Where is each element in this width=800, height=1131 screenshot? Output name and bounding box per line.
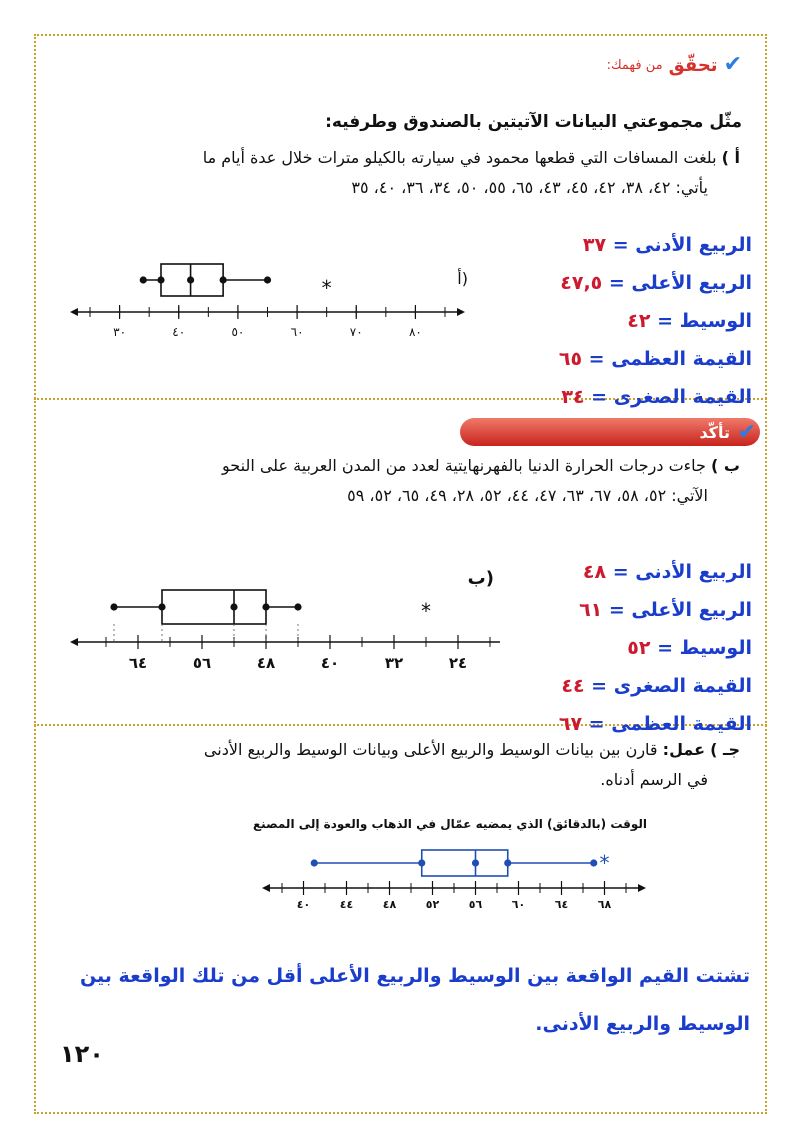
part-a-marker: أ ) — [721, 148, 740, 167]
part-c-line1: قارن بين بيانات الوسيط والربيع الأعلى وبيانات الوسيط والربيع الأدنى — [203, 740, 658, 759]
part-b-text — [222, 452, 740, 480]
tick-label: ٣٢ — [384, 654, 404, 672]
tick-label: ٤٨ — [256, 654, 276, 672]
tick-label: ٢٤ — [448, 654, 468, 672]
tick-label: ٧٠ — [349, 325, 363, 339]
part-c-line2: في الرسم أدناه. — [600, 770, 708, 789]
tick-label: ٦٨ — [597, 898, 612, 911]
part-c-marker: جـ ) — [710, 740, 740, 759]
five-number-point — [220, 276, 227, 283]
tick-label: ٥٦ — [192, 654, 212, 672]
answer-median: الوسيط = ٥٢ — [627, 637, 752, 659]
tick-label: ٦٠ — [290, 325, 304, 339]
outlier-mark: * — [421, 599, 431, 623]
box-plot-a — [70, 250, 480, 350]
tick-label: ٨٠ — [408, 325, 422, 339]
tick-label: ٤٠ — [296, 898, 311, 911]
check-understanding-badge — [607, 54, 742, 76]
answer-q3: الربيع الأعلى = ٤٧,٥ — [560, 272, 752, 294]
badge-subtitle: من فهمك: — [606, 57, 663, 73]
confirm-label: تأكّد — [699, 422, 730, 442]
outlier-mark: * — [321, 276, 332, 300]
answer-q1: الربيع الأدنى = ٣٧ — [582, 234, 752, 256]
box-plot-b — [70, 560, 500, 680]
tick-label: ٤٠ — [320, 654, 340, 672]
five-number-point — [504, 859, 511, 866]
five-number-point — [262, 603, 269, 610]
answer-min: القيمة الصغرى = ٣٤ — [561, 386, 752, 408]
axis-arrow-left — [262, 884, 270, 892]
checkmark-icon: ✔ — [723, 52, 742, 77]
five-number-point — [294, 603, 301, 610]
box-plot-c — [240, 812, 660, 922]
answer-median: الوسيط = ٤٢ — [627, 310, 752, 332]
part-c-keyword: عمل: — [662, 740, 706, 759]
confirm-banner — [460, 418, 760, 446]
five-number-point — [590, 859, 597, 866]
answer-q3: الربيع الأعلى = ٦١ — [579, 599, 752, 621]
answer-max: القيمة العظمى = ٦٧ — [558, 713, 752, 735]
part-c-text — [204, 736, 740, 764]
tick-label: ٥٢ — [425, 898, 440, 911]
tick-label: ٤٤ — [339, 898, 354, 911]
plot-c-title: الوقت (بالدقائق) الذي يمضيه عمّال في الذهاب والعودة إلى المصنع — [252, 817, 648, 831]
badge-title: تحقّق — [668, 54, 718, 76]
five-number-point — [311, 859, 318, 866]
axis-arrow-left — [70, 638, 78, 646]
box-iqr — [162, 590, 266, 624]
five-number-point — [230, 603, 237, 610]
axis-arrow-right — [457, 308, 465, 316]
tick-label: ٥٠ — [231, 325, 245, 339]
conclusion-text: تشتت القيم الواقعة بين الوسيط والربيع الأعلى أقل من تلك الواقعة بين الوسيط والربيع الأدنى. — [79, 965, 750, 1035]
answer-max: القيمة العظمى = ٦٥ — [558, 348, 752, 370]
five-number-point — [264, 276, 271, 283]
five-number-point — [110, 603, 117, 610]
checkmark-icon: ✔ — [737, 420, 756, 445]
part-a-text — [203, 144, 740, 172]
part-a-answers — [559, 226, 752, 416]
part-b-data: الآتي: ٥٢، ٥٨، ٦٧، ٦٣، ٤٧، ٤٤، ٥٢، ٢٨، ٤٩، ٦٥، ٥٢، ٥٩ — [347, 486, 708, 505]
plot-a-label: أ) — [457, 269, 468, 288]
five-number-point — [472, 859, 479, 866]
axis-arrow-right — [638, 884, 646, 892]
tick-label: ٦٤ — [128, 654, 148, 672]
tick-label: ٤٠ — [172, 325, 186, 339]
answer-min: القيمة الصغرى = ٤٤ — [561, 675, 752, 697]
tick-label: ٦٤ — [554, 898, 569, 911]
part-b-answers — [559, 553, 752, 743]
five-number-point — [157, 276, 164, 283]
part-b-marker: ب ) — [711, 456, 740, 475]
instruction-text: مثّل مجموعتي البيانات الآتيتين بالصندوق وطرفيه: — [325, 112, 742, 132]
tick-label: ٦٠ — [511, 898, 526, 911]
five-number-point — [140, 276, 147, 283]
tick-label: ٤٨ — [382, 898, 397, 911]
box-iqr — [422, 850, 508, 876]
part-a-data: يأتي: ٤٢، ٣٨، ٤٢، ٤٥، ٤٣، ٦٥، ٥٥، ٥٠، ٣٤، ٣٦، ٤٠، ٣٥ — [351, 178, 708, 197]
part-b-line1: جاءت درجات الحرارة الدنيا بالفهرنهايتية لعدد من المدن العربية على النحو — [222, 456, 706, 475]
outlier-mark: * — [599, 851, 610, 875]
part-a-line1: بلغت المسافات التي قطعها محمود في سيارته بالكيلو مترات خلال عدة أيام ما — [202, 148, 717, 167]
page-number: ١٢٠ — [60, 1040, 104, 1068]
axis-arrow-left — [70, 308, 78, 316]
plot-b-label: ب) — [467, 568, 494, 589]
five-number-point — [187, 276, 194, 283]
tick-label: ٥٦ — [468, 898, 483, 911]
answer-q1: الربيع الأدنى = ٤٨ — [582, 561, 752, 583]
five-number-point — [158, 603, 165, 610]
tick-label: ٣٠ — [113, 325, 127, 339]
five-number-point — [418, 859, 425, 866]
